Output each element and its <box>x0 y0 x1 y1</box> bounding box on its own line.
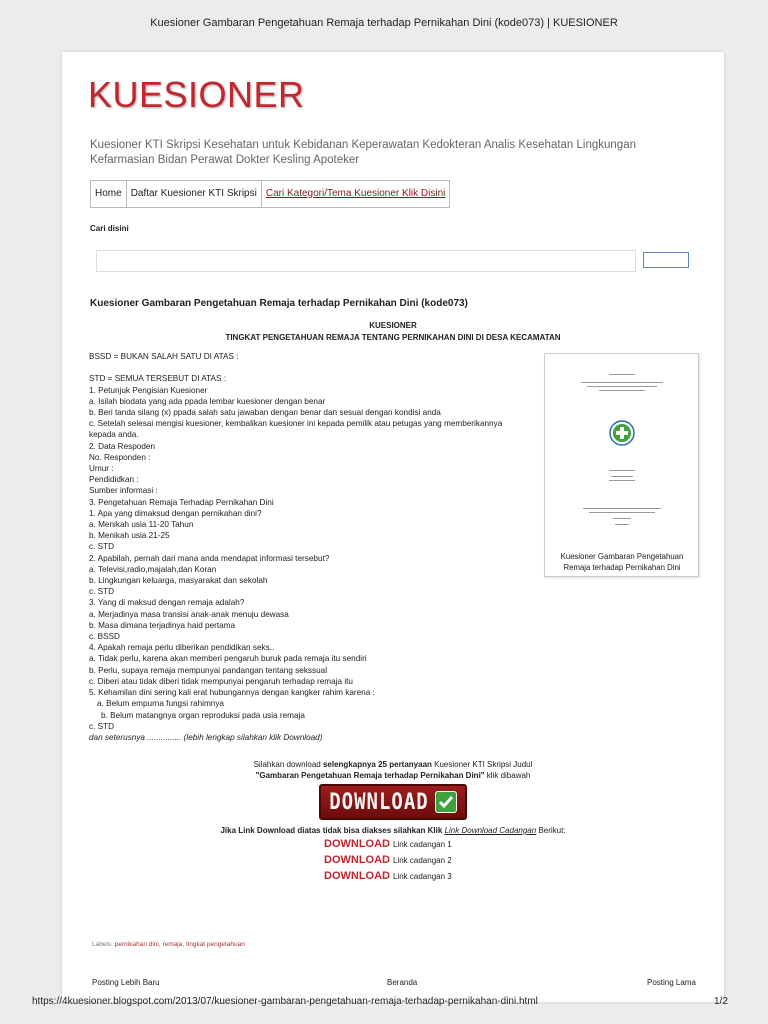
questionnaire-line <box>89 362 539 373</box>
questionnaire-line: b. Masa dimana terjadinya haid pertama <box>89 620 236 630</box>
thumbnail-caption: Kuesioner Gambaran Pengetahuan Remaja terhadap Pernikahan Dini <box>560 552 684 572</box>
questionnaire-heading-line2: TINGKAT PENGETAHUAN REMAJA TENTANG PERNIKAHAN DINI DI DESA KECAMATAN <box>225 333 561 342</box>
questionnaire-line: kepada anda. <box>89 430 139 440</box>
checkmark-icon <box>435 791 457 813</box>
post-title: Kuesioner Gambaran Pengetahuan Remaja terhadap Pernikahan Dini (kode073) <box>90 298 468 309</box>
questionnaire-line: c. STD <box>89 542 115 552</box>
questionnaire-line: c. BSSD <box>89 632 120 642</box>
mirror-link-2[interactable]: DOWNLOAD Link cadangan 2 <box>324 854 452 866</box>
search-button[interactable] <box>643 252 689 268</box>
pager-older[interactable]: Posting Lama <box>647 978 696 987</box>
search-input[interactable] <box>96 250 636 272</box>
nav-daftar-kuesioner[interactable]: Daftar Kuesioner KTI Skripsi <box>127 181 262 207</box>
questionnaire-line: 2. Apabilah, pernah dari mana anda mendapat informasi tersebut? <box>89 553 330 563</box>
questionnaire-line: a. Merjadinya masa transisi anak-anak menuju dewasa <box>89 609 289 619</box>
print-footer-url: https://4kuesioner.blogspot.com/2013/07/kuesioner-gambaran-pengetahuan-remaja-terhadap-pernikahan-dini.html <box>32 996 538 1007</box>
print-footer-page: 1/2 <box>714 996 728 1007</box>
nav-kategori-link[interactable]: Cari Kategori/Tema Kuesioner Klik Disini <box>265 188 446 199</box>
questionnaire-line: b. Beri tanda silang (x) ppada salah satu jawaban dengan benar dan sesuai dengan kondisi anda <box>89 408 441 418</box>
questionnaire-line: c. STD <box>89 721 115 731</box>
print-header: Kuesioner Gambaran Pengetahuan Remaja terhadap Pernikahan Dini (kode073) | KUESIONER <box>150 17 618 29</box>
questionnaire-line: BSSD = BUKAN SALAH SATU DI ATAS : <box>89 352 239 361</box>
questionnaire-line: a. Televisi,radio,majalah,dan Koran <box>89 564 217 574</box>
questionnaire-line: b. Perlu, supaya remaja mempunyai pandangan tentang sekssual <box>89 665 328 675</box>
download-button-label: DOWNLOAD <box>329 789 429 815</box>
questionnaire-line: Umur : <box>89 464 114 474</box>
questionnaire-line: b. Lingkungan keluarga, masyarakat dan sekolah <box>89 576 268 586</box>
questionnaire-heading <box>90 320 696 344</box>
questionnaire-line: No. Responden : <box>89 452 151 462</box>
questionnaire-line: a. Menikah usia 11-20 Tahun <box>89 520 194 530</box>
questionnaire-line: 1. Apa yang dimaksud dengan pernikahan dini? <box>89 508 262 518</box>
questionnaire-line: 2. Data Respoden <box>89 441 155 451</box>
post-labels: Labels: pernikahan dini, remaja, tingkat pengetahuan <box>92 941 245 948</box>
questionnaire-body <box>89 351 539 743</box>
search-label: Cari disini <box>90 224 129 233</box>
questionnaire-line: 1. Petunjuk Pengisian Kuesioner <box>89 385 208 395</box>
questionnaire-line: c. Setelah selesai mengisi kuesioner, kembalikan kuesioner ini kepada pemilik atau petugas yang memberikannya <box>89 419 503 429</box>
questionnaire-line: b. Belum matangnya organ reproduksi pada usia remaja <box>101 710 305 720</box>
mirror-link-3[interactable]: DOWNLOAD Link cadangan 3 <box>324 870 452 882</box>
questionnaire-line: 3. Yang di maksud dengan remaja adalah? <box>89 598 245 608</box>
institution-logo-icon <box>609 420 635 446</box>
alt-download-note: Jika Link Download diatas tidak bisa diakses silahkan Klik Link Download Cadangan Berikut: <box>220 826 566 835</box>
questionnaire-line: 3. Pengetahuan Remaja Terhadap Pernikahan Dini <box>89 497 274 507</box>
questionnaire-line: a. Belum empurna fungsi rahimnya <box>97 699 224 709</box>
pager-newer[interactable]: Posting Lebih Baru <box>92 978 160 987</box>
site-title[interactable]: KUESIONER <box>88 74 305 115</box>
questionnaire-line: b. Menikah usia 21-25 <box>89 531 170 541</box>
label-links[interactable]: pernikahan dini, remaja, tingkat pengetahuan <box>114 941 245 948</box>
nav-home[interactable]: Home <box>91 181 127 207</box>
download-button[interactable] <box>319 784 467 820</box>
blog-page <box>62 52 724 1002</box>
questionnaire-line: c. STD <box>89 587 115 597</box>
download-prompt-line1: Silahkan download selengkapnya 25 pertanyaan Kuesioner KTI Skripsi Judul <box>253 760 533 769</box>
thumbnail-page <box>559 360 685 540</box>
questionnaire-line: dan seterusnya ............... (lebih lengkap silahkan klik Download) <box>89 732 323 742</box>
questionnaire-line: Pendididkan : <box>89 475 139 485</box>
questionnaire-line: 5. Kehamilan dini sering kali erat hubungannya dengan kangker rahim karena : <box>89 688 375 698</box>
questionnaire-heading-line1: KUESIONER <box>369 321 417 330</box>
questionnaire-line: STD = SEMUA TERSEBUT DI ATAS : <box>89 374 227 384</box>
questionnaire-line: a. Tidak perlu, karena akan memberi pengaruh buruk pada remaja itu sendiri <box>89 654 367 664</box>
questionnaire-line: Sumber informasi : <box>89 486 158 496</box>
questionnaire-line: c. Diberi atau tidak diberi tidak mempunyai pengaruh terhadap remaja itu <box>89 676 353 686</box>
pager-home[interactable]: Beranda <box>387 978 418 987</box>
questionnaire-line: a. Isilah biodata yang ada ppada lembar kuesioner dengan benar <box>89 396 326 406</box>
site-description: Kuesioner KTI Skripsi Kesehatan untuk Kebidanan Keperawatan Kedokteran Analis Kesehatan Lingkungan Kefarmasian Bidan Perawat Dokter Kesling Apoteker <box>90 139 636 166</box>
download-prompt-line2: "Gambaran Pengetahuan Remaja terhadap Pernikahan Dini" klik dibawah <box>255 771 531 780</box>
nav-bar <box>90 180 450 208</box>
document-thumbnail[interactable] <box>544 353 699 577</box>
alt-download-link[interactable]: Link Download Cadangan <box>444 826 537 835</box>
mirror-link-1[interactable]: DOWNLOAD Link cadangan 1 <box>324 838 452 850</box>
questionnaire-line: 4. Apakah remaja perlu diberikan pendidikan seks.. <box>89 643 275 653</box>
